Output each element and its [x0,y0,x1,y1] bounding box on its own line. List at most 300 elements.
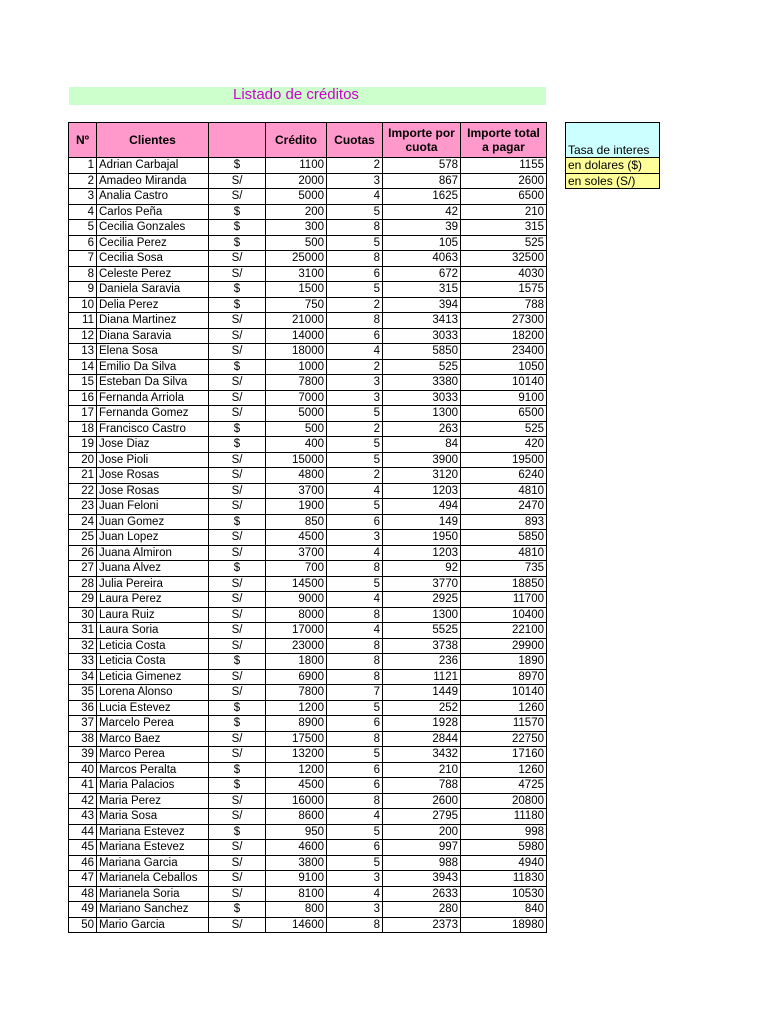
currency-cell[interactable]: $ [209,158,266,174]
credit-cell[interactable]: 23000 [266,638,327,654]
row-number-cell[interactable]: 47 [69,871,97,887]
credit-cell[interactable]: 14500 [266,576,327,592]
importe-cuota-cell[interactable]: 210 [383,762,461,778]
importe-total-cell[interactable]: 6500 [461,406,547,422]
credit-cell[interactable]: 200 [266,204,327,220]
rate-dolares-cell[interactable]: en dolares ($) [566,158,660,174]
row-number-cell[interactable]: 49 [69,902,97,918]
client-name-cell[interactable]: Lucia Estevez [97,700,209,716]
credit-cell[interactable]: 1100 [266,158,327,174]
credit-cell[interactable]: 13200 [266,747,327,763]
currency-cell[interactable]: $ [209,204,266,220]
row-number-cell[interactable]: 6 [69,235,97,251]
currency-cell[interactable]: S/ [209,669,266,685]
client-name-cell[interactable]: Diana Saravia [97,328,209,344]
cuotas-cell[interactable]: 8 [327,793,383,809]
importe-cuota-cell[interactable]: 280 [383,902,461,918]
importe-cuota-cell[interactable]: 3900 [383,452,461,468]
client-name-cell[interactable]: Jose Pioli [97,452,209,468]
currency-cell[interactable]: $ [209,437,266,453]
importe-total-cell[interactable]: 17160 [461,747,547,763]
credit-cell[interactable]: 8900 [266,716,327,732]
client-name-cell[interactable]: Daniela Saravia [97,282,209,298]
credit-cell[interactable]: 16000 [266,793,327,809]
currency-cell[interactable]: S/ [209,731,266,747]
cuotas-cell[interactable]: 2 [327,158,383,174]
importe-cuota-cell[interactable]: 42 [383,204,461,220]
importe-cuota-cell[interactable]: 1203 [383,545,461,561]
client-name-cell[interactable]: Juan Lopez [97,530,209,546]
currency-cell[interactable]: $ [209,359,266,375]
row-number-cell[interactable]: 24 [69,514,97,530]
cuotas-cell[interactable]: 2 [327,421,383,437]
importe-cuota-cell[interactable]: 578 [383,158,461,174]
client-name-cell[interactable]: Celeste Perez [97,266,209,282]
cuotas-cell[interactable]: 8 [327,561,383,577]
currency-cell[interactable]: S/ [209,592,266,608]
cuotas-cell[interactable]: 8 [327,313,383,329]
importe-total-cell[interactable]: 11570 [461,716,547,732]
cuotas-cell[interactable]: 6 [327,840,383,856]
importe-cuota-cell[interactable]: 2600 [383,793,461,809]
importe-cuota-cell[interactable]: 867 [383,173,461,189]
row-number-cell[interactable]: 48 [69,886,97,902]
currency-cell[interactable]: $ [209,824,266,840]
currency-cell[interactable]: $ [209,297,266,313]
cuotas-cell[interactable]: 6 [327,514,383,530]
credit-cell[interactable]: 1200 [266,762,327,778]
row-number-cell[interactable]: 41 [69,778,97,794]
currency-cell[interactable]: S/ [209,576,266,592]
importe-cuota-cell[interactable]: 263 [383,421,461,437]
client-name-cell[interactable]: Mariano Sanchez [97,902,209,918]
credit-cell[interactable]: 8100 [266,886,327,902]
importe-total-cell[interactable]: 2600 [461,173,547,189]
credit-cell[interactable]: 5000 [266,406,327,422]
importe-cuota-cell[interactable]: 39 [383,220,461,236]
cuotas-cell[interactable]: 4 [327,189,383,205]
importe-cuota-cell[interactable]: 1928 [383,716,461,732]
cuotas-cell[interactable]: 8 [327,731,383,747]
cuotas-cell[interactable]: 5 [327,282,383,298]
currency-cell[interactable]: S/ [209,390,266,406]
importe-total-cell[interactable]: 9100 [461,390,547,406]
credit-cell[interactable]: 1000 [266,359,327,375]
currency-cell[interactable]: S/ [209,328,266,344]
importe-cuota-cell[interactable]: 1203 [383,483,461,499]
client-name-cell[interactable]: Delia Perez [97,297,209,313]
client-name-cell[interactable]: Juana Alvez [97,561,209,577]
importe-total-cell[interactable]: 5850 [461,530,547,546]
row-number-cell[interactable]: 22 [69,483,97,499]
importe-total-cell[interactable]: 735 [461,561,547,577]
client-name-cell[interactable]: Maria Palacios [97,778,209,794]
cuotas-cell[interactable]: 8 [327,220,383,236]
importe-cuota-cell[interactable]: 494 [383,499,461,515]
credit-cell[interactable]: 1800 [266,654,327,670]
currency-cell[interactable]: S/ [209,545,266,561]
header-moneda[interactable] [209,123,266,158]
credit-cell[interactable]: 3100 [266,266,327,282]
importe-cuota-cell[interactable]: 2633 [383,886,461,902]
importe-total-cell[interactable]: 1260 [461,762,547,778]
importe-cuota-cell[interactable]: 525 [383,359,461,375]
row-number-cell[interactable]: 28 [69,576,97,592]
row-number-cell[interactable]: 19 [69,437,97,453]
client-name-cell[interactable]: Elena Sosa [97,344,209,360]
currency-cell[interactable]: S/ [209,452,266,468]
importe-cuota-cell[interactable]: 788 [383,778,461,794]
importe-total-cell[interactable]: 315 [461,220,547,236]
importe-total-cell[interactable]: 1155 [461,158,547,174]
currency-cell[interactable]: S/ [209,855,266,871]
importe-cuota-cell[interactable]: 3033 [383,328,461,344]
row-number-cell[interactable]: 30 [69,607,97,623]
row-number-cell[interactable]: 10 [69,297,97,313]
row-number-cell[interactable]: 12 [69,328,97,344]
client-name-cell[interactable]: Juan Feloni [97,499,209,515]
credit-cell[interactable]: 21000 [266,313,327,329]
header-cuotas[interactable]: Cuotas [327,123,383,158]
importe-total-cell[interactable]: 4810 [461,483,547,499]
header-n[interactable]: Nº [69,123,97,158]
credit-cell[interactable]: 700 [266,561,327,577]
currency-cell[interactable]: $ [209,282,266,298]
importe-total-cell[interactable]: 525 [461,421,547,437]
client-name-cell[interactable]: Fernanda Gomez [97,406,209,422]
client-name-cell[interactable]: Jose Rosas [97,468,209,484]
importe-total-cell[interactable]: 2470 [461,499,547,515]
client-name-cell[interactable]: Juana Almiron [97,545,209,561]
row-number-cell[interactable]: 40 [69,762,97,778]
row-number-cell[interactable]: 1 [69,158,97,174]
cuotas-cell[interactable]: 6 [327,778,383,794]
importe-total-cell[interactable]: 6500 [461,189,547,205]
credit-cell[interactable]: 500 [266,235,327,251]
importe-cuota-cell[interactable]: 236 [383,654,461,670]
credit-cell[interactable]: 300 [266,220,327,236]
importe-cuota-cell[interactable]: 3770 [383,576,461,592]
client-name-cell[interactable]: Maria Sosa [97,809,209,825]
client-name-cell[interactable]: Mario Garcia [97,917,209,933]
importe-cuota-cell[interactable]: 988 [383,855,461,871]
credit-cell[interactable]: 1200 [266,700,327,716]
importe-total-cell[interactable]: 4810 [461,545,547,561]
client-name-cell[interactable]: Cecilia Gonzales [97,220,209,236]
header-importe-total[interactable]: Importe total a pagar [461,123,547,158]
row-number-cell[interactable]: 23 [69,499,97,515]
row-number-cell[interactable]: 38 [69,731,97,747]
cuotas-cell[interactable]: 3 [327,375,383,391]
cuotas-cell[interactable]: 5 [327,747,383,763]
currency-cell[interactable]: S/ [209,266,266,282]
row-number-cell[interactable]: 32 [69,638,97,654]
credit-cell[interactable]: 5000 [266,189,327,205]
client-name-cell[interactable]: Emilio Da Silva [97,359,209,375]
importe-cuota-cell[interactable]: 3380 [383,375,461,391]
credit-cell[interactable]: 1500 [266,282,327,298]
currency-cell[interactable]: S/ [209,809,266,825]
currency-cell[interactable]: S/ [209,189,266,205]
client-name-cell[interactable]: Cecilia Sosa [97,251,209,267]
client-name-cell[interactable]: Laura Ruiz [97,607,209,623]
importe-cuota-cell[interactable]: 5850 [383,344,461,360]
cuotas-cell[interactable]: 7 [327,685,383,701]
currency-cell[interactable]: S/ [209,623,266,639]
importe-total-cell[interactable]: 22100 [461,623,547,639]
credit-cell[interactable]: 14000 [266,328,327,344]
currency-cell[interactable]: $ [209,235,266,251]
credit-cell[interactable]: 750 [266,297,327,313]
row-number-cell[interactable]: 8 [69,266,97,282]
cuotas-cell[interactable]: 5 [327,700,383,716]
client-name-cell[interactable]: Leticia Costa [97,638,209,654]
importe-total-cell[interactable]: 18850 [461,576,547,592]
credit-cell[interactable]: 8000 [266,607,327,623]
currency-cell[interactable]: $ [209,514,266,530]
row-number-cell[interactable]: 35 [69,685,97,701]
importe-total-cell[interactable]: 420 [461,437,547,453]
credit-cell[interactable]: 3800 [266,855,327,871]
cuotas-cell[interactable]: 8 [327,638,383,654]
row-number-cell[interactable]: 17 [69,406,97,422]
credit-cell[interactable]: 4600 [266,840,327,856]
client-name-cell[interactable]: Laura Perez [97,592,209,608]
credit-cell[interactable]: 800 [266,902,327,918]
importe-total-cell[interactable]: 27300 [461,313,547,329]
cuotas-cell[interactable]: 6 [327,266,383,282]
currency-cell[interactable]: S/ [209,886,266,902]
importe-total-cell[interactable]: 893 [461,514,547,530]
currency-cell[interactable]: $ [209,762,266,778]
importe-total-cell[interactable]: 6240 [461,468,547,484]
cuotas-cell[interactable]: 8 [327,654,383,670]
importe-cuota-cell[interactable]: 315 [383,282,461,298]
importe-cuota-cell[interactable]: 2795 [383,809,461,825]
client-name-cell[interactable]: Fernanda Arriola [97,390,209,406]
currency-cell[interactable]: S/ [209,468,266,484]
row-number-cell[interactable]: 3 [69,189,97,205]
importe-total-cell[interactable]: 11700 [461,592,547,608]
credit-cell[interactable]: 4800 [266,468,327,484]
client-name-cell[interactable]: Marco Baez [97,731,209,747]
row-number-cell[interactable]: 14 [69,359,97,375]
currency-cell[interactable]: S/ [209,530,266,546]
importe-cuota-cell[interactable]: 3033 [383,390,461,406]
importe-cuota-cell[interactable]: 84 [383,437,461,453]
importe-total-cell[interactable]: 1050 [461,359,547,375]
row-number-cell[interactable]: 9 [69,282,97,298]
currency-cell[interactable]: S/ [209,251,266,267]
row-number-cell[interactable]: 16 [69,390,97,406]
header-clientes[interactable]: Clientes [97,123,209,158]
importe-cuota-cell[interactable]: 3738 [383,638,461,654]
client-name-cell[interactable]: Marianela Ceballos [97,871,209,887]
row-number-cell[interactable]: 29 [69,592,97,608]
importe-total-cell[interactable]: 22750 [461,731,547,747]
importe-cuota-cell[interactable]: 1121 [383,669,461,685]
currency-cell[interactable]: S/ [209,499,266,515]
importe-cuota-cell[interactable]: 1300 [383,607,461,623]
row-number-cell[interactable]: 7 [69,251,97,267]
client-name-cell[interactable]: Marianela Soria [97,886,209,902]
credit-cell[interactable]: 15000 [266,452,327,468]
currency-cell[interactable]: S/ [209,607,266,623]
importe-total-cell[interactable]: 998 [461,824,547,840]
importe-total-cell[interactable]: 4725 [461,778,547,794]
cuotas-cell[interactable]: 3 [327,173,383,189]
cuotas-cell[interactable]: 4 [327,592,383,608]
client-name-cell[interactable]: Julia Pereira [97,576,209,592]
currency-cell[interactable]: $ [209,716,266,732]
client-name-cell[interactable]: Leticia Costa [97,654,209,670]
cuotas-cell[interactable]: 5 [327,437,383,453]
importe-cuota-cell[interactable]: 3413 [383,313,461,329]
importe-cuota-cell[interactable]: 2925 [383,592,461,608]
importe-cuota-cell[interactable]: 672 [383,266,461,282]
importe-total-cell[interactable]: 210 [461,204,547,220]
importe-total-cell[interactable]: 11830 [461,871,547,887]
cuotas-cell[interactable]: 8 [327,917,383,933]
cuotas-cell[interactable]: 5 [327,235,383,251]
credit-cell[interactable]: 950 [266,824,327,840]
importe-total-cell[interactable]: 525 [461,235,547,251]
client-name-cell[interactable]: Maria Perez [97,793,209,809]
cuotas-cell[interactable]: 6 [327,328,383,344]
currency-cell[interactable]: S/ [209,313,266,329]
client-name-cell[interactable]: Marcos Peralta [97,762,209,778]
currency-cell[interactable]: S/ [209,375,266,391]
row-number-cell[interactable]: 34 [69,669,97,685]
importe-total-cell[interactable]: 10140 [461,685,547,701]
credit-cell[interactable]: 7000 [266,390,327,406]
client-name-cell[interactable]: Esteban Da Silva [97,375,209,391]
cuotas-cell[interactable]: 2 [327,468,383,484]
currency-cell[interactable]: $ [209,561,266,577]
importe-total-cell[interactable]: 1260 [461,700,547,716]
credit-cell[interactable]: 850 [266,514,327,530]
importe-cuota-cell[interactable]: 997 [383,840,461,856]
client-name-cell[interactable]: Amadeo Miranda [97,173,209,189]
credit-cell[interactable]: 9100 [266,871,327,887]
client-name-cell[interactable]: Juan Gomez [97,514,209,530]
importe-total-cell[interactable]: 10530 [461,886,547,902]
row-number-cell[interactable]: 26 [69,545,97,561]
row-number-cell[interactable]: 13 [69,344,97,360]
client-name-cell[interactable]: Leticia Gimenez [97,669,209,685]
importe-cuota-cell[interactable]: 252 [383,700,461,716]
row-number-cell[interactable]: 46 [69,855,97,871]
importe-total-cell[interactable]: 10140 [461,375,547,391]
credit-cell[interactable]: 3700 [266,545,327,561]
importe-total-cell[interactable]: 10400 [461,607,547,623]
credit-cell[interactable]: 500 [266,421,327,437]
row-number-cell[interactable]: 20 [69,452,97,468]
row-number-cell[interactable]: 50 [69,917,97,933]
importe-total-cell[interactable]: 20800 [461,793,547,809]
row-number-cell[interactable]: 42 [69,793,97,809]
client-name-cell[interactable]: Jose Rosas [97,483,209,499]
cuotas-cell[interactable]: 5 [327,824,383,840]
importe-total-cell[interactable]: 8970 [461,669,547,685]
credit-cell[interactable]: 25000 [266,251,327,267]
currency-cell[interactable]: S/ [209,871,266,887]
importe-cuota-cell[interactable]: 105 [383,235,461,251]
importe-total-cell[interactable]: 11180 [461,809,547,825]
client-name-cell[interactable]: Carlos Peña [97,204,209,220]
credit-cell[interactable]: 400 [266,437,327,453]
importe-total-cell[interactable]: 23400 [461,344,547,360]
currency-cell[interactable]: S/ [209,483,266,499]
cuotas-cell[interactable]: 4 [327,545,383,561]
currency-cell[interactable]: $ [209,654,266,670]
row-number-cell[interactable]: 33 [69,654,97,670]
currency-cell[interactable]: $ [209,700,266,716]
credit-cell[interactable]: 18000 [266,344,327,360]
rate-soles-cell[interactable]: en soles (S/) [566,173,660,189]
importe-cuota-cell[interactable]: 2844 [383,731,461,747]
client-name-cell[interactable]: Mariana Garcia [97,855,209,871]
row-number-cell[interactable]: 37 [69,716,97,732]
importe-cuota-cell[interactable]: 1950 [383,530,461,546]
currency-cell[interactable]: S/ [209,406,266,422]
cuotas-cell[interactable]: 4 [327,886,383,902]
cuotas-cell[interactable]: 5 [327,204,383,220]
cuotas-cell[interactable]: 4 [327,483,383,499]
importe-cuota-cell[interactable]: 1625 [383,189,461,205]
client-name-cell[interactable]: Laura Soria [97,623,209,639]
credit-cell[interactable]: 7800 [266,685,327,701]
row-number-cell[interactable]: 36 [69,700,97,716]
client-name-cell[interactable]: Marco Perea [97,747,209,763]
credit-cell[interactable]: 17000 [266,623,327,639]
cuotas-cell[interactable]: 3 [327,902,383,918]
importe-cuota-cell[interactable]: 200 [383,824,461,840]
importe-total-cell[interactable]: 4030 [461,266,547,282]
currency-cell[interactable]: S/ [209,685,266,701]
cuotas-cell[interactable]: 2 [327,297,383,313]
currency-cell[interactable]: S/ [209,793,266,809]
importe-total-cell[interactable]: 29900 [461,638,547,654]
currency-cell[interactable]: $ [209,778,266,794]
row-number-cell[interactable]: 11 [69,313,97,329]
client-name-cell[interactable]: Adrian Carbajal [97,158,209,174]
importe-cuota-cell[interactable]: 3432 [383,747,461,763]
cuotas-cell[interactable]: 3 [327,530,383,546]
cuotas-cell[interactable]: 4 [327,344,383,360]
currency-cell[interactable]: $ [209,220,266,236]
cuotas-cell[interactable]: 6 [327,762,383,778]
importe-cuota-cell[interactable]: 1300 [383,406,461,422]
credit-cell[interactable]: 17500 [266,731,327,747]
currency-cell[interactable]: S/ [209,917,266,933]
row-number-cell[interactable]: 5 [69,220,97,236]
currency-cell[interactable]: S/ [209,173,266,189]
importe-cuota-cell[interactable]: 4063 [383,251,461,267]
cuotas-cell[interactable]: 8 [327,251,383,267]
row-number-cell[interactable]: 2 [69,173,97,189]
importe-total-cell[interactable]: 788 [461,297,547,313]
cuotas-cell[interactable]: 5 [327,499,383,515]
importe-total-cell[interactable]: 32500 [461,251,547,267]
row-number-cell[interactable]: 45 [69,840,97,856]
credit-cell[interactable]: 2000 [266,173,327,189]
row-number-cell[interactable]: 44 [69,824,97,840]
header-importe-cuota[interactable]: Importe por cuota [383,123,461,158]
importe-cuota-cell[interactable]: 3943 [383,871,461,887]
importe-total-cell[interactable]: 1890 [461,654,547,670]
row-number-cell[interactable]: 39 [69,747,97,763]
